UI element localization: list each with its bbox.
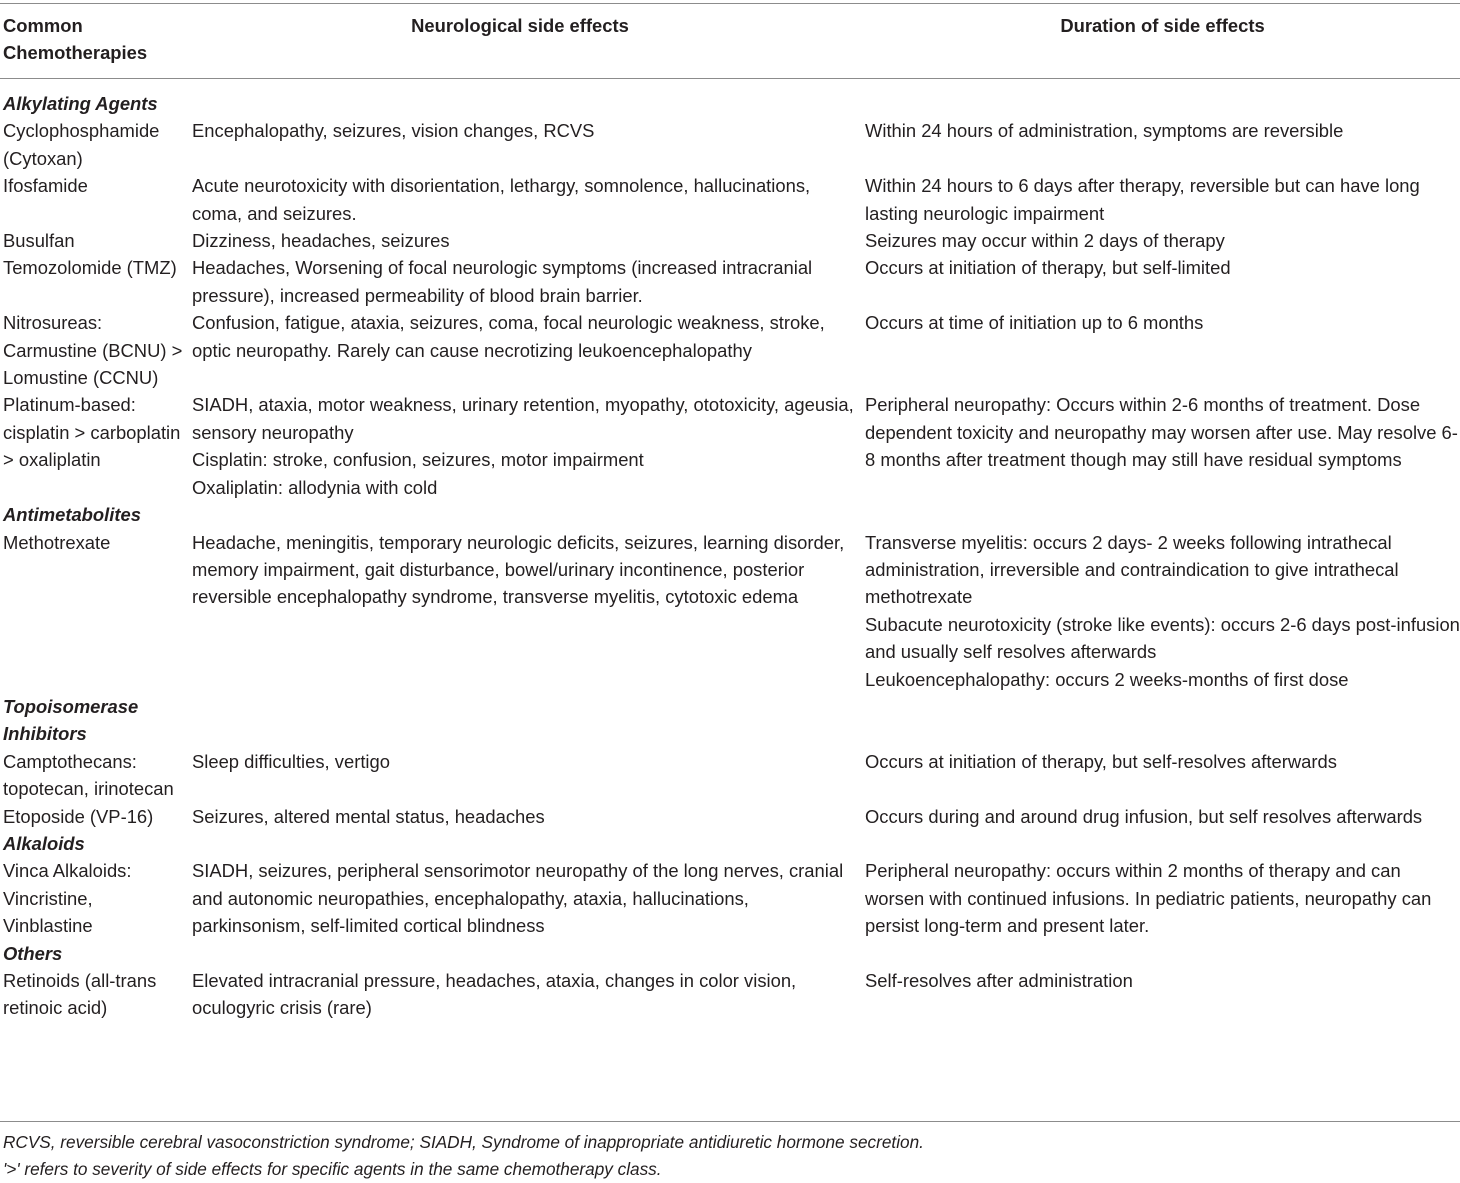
header-duration: Duration of side effects [1060, 15, 1265, 36]
cell-duration: Occurs at initiation of therapy, but self-resolves afterwards [865, 750, 1337, 772]
cell-duration: Within 24 hours of administration, symptoms are reversible [865, 120, 1344, 142]
table-row [0, 391, 1460, 501]
cell-agent: Camptothecans: topotecan, irinotecan [3, 750, 174, 800]
cell-duration: Occurs at initiation of therapy, but self-limited [865, 257, 1231, 279]
cell-effects: Acute neurotoxicity with disorientation, lethargy, somnolence, hallucinations, coma, and seizures. [192, 175, 811, 224]
section-heading: Topoisomerase Inhibitors [3, 695, 139, 745]
cell-agent: Busulfan [3, 230, 75, 252]
cell-effects: SIADH, seizures, peripheral sensorimotor neuropathy of the long nerves, cranial and autonomic neuropathies, encephalopathy, ataxia, hallucinations, parkinsonism, self-limited cortical blindness [192, 860, 844, 937]
header-agent: Common Chemotherapies [3, 15, 148, 64]
table-row [0, 748, 1460, 803]
section-heading: Antimetabolites [3, 504, 141, 526]
section-heading: Alkylating Agents [3, 93, 158, 114]
cell-effects: Elevated intracranial pressure, headaches, ataxia, changes in color vision, oculogyric crisis (rare) [192, 970, 797, 1019]
table-body [0, 90, 1460, 1022]
table-row [0, 309, 1460, 391]
cell-effects: Seizures, altered mental status, headaches [192, 805, 545, 827]
table-footer-rule [0, 1121, 1460, 1122]
cell-effects: Sleep difficulties, vertigo [192, 750, 390, 772]
cell-agent: Ifosfamide [3, 175, 88, 197]
cell-agent: Platinum-based: cisplatin > carboplatin > oxaliplatin [3, 394, 181, 471]
table-footnotes [3, 1129, 1453, 1183]
cell-duration: Seizures may occur within 2 days of therapy [865, 230, 1225, 252]
cell-effects: Headaches, Worsening of focal neurologic symptoms (increased intracranial pressure), increased permeability of blood brain barrier. [192, 257, 813, 306]
cell-agent: Nitrosureas: Carmustine (BCNU) > Lomustine (CCNU) [3, 312, 183, 389]
table-row [0, 803, 1460, 830]
cell-effects: SIADH, ataxia, motor weakness, urinary retention, myopathy, ototoxicity, ageusia, sensory neuropathy Cisplatin: stroke, confusion, seizures, motor impairment Oxaliplatin: allodynia with cold [192, 394, 854, 498]
section-heading: Others [3, 942, 63, 964]
footnote-severity: '>' refers to severity of side effects for specific agents in the same chemotherapy class. [3, 1159, 662, 1179]
cell-agent: Etoposide (VP-16) [3, 805, 154, 827]
cell-duration: Peripheral neuropathy: occurs within 2 months of therapy and can worsen with continued infusions. In pediatric patients, neuropathy can persist long-term and present later. [865, 860, 1432, 937]
cell-duration: Occurs at time of initiation up to 6 months [865, 312, 1204, 334]
cell-duration: Occurs during and around drug infusion, but self resolves afterwards [865, 805, 1423, 827]
table-top-rule [0, 3, 1460, 4]
cell-agent: Retinoids (all-trans retinoic acid) [3, 970, 157, 1019]
cell-duration: Within 24 hours to 6 days after therapy, reversible but can have long lasting neurologic impairment [865, 175, 1420, 224]
table-row [0, 117, 1460, 172]
cell-agent: Methotrexate [3, 531, 111, 553]
cell-agent: Vinca Alkaloids: Vincristine, Vinblastine [3, 860, 132, 937]
cell-effects: Dizziness, headaches, seizures [192, 230, 450, 252]
cell-duration: Transverse myelitis: occurs 2 days- 2 weeks following intrathecal administration, irreversible and contraindication to give intrathecal methotrexate Subacute neurotoxicity (stroke like events): occurs 2-6 days post-infusion and usually self resolves afterwards Leukoencephalopathy: occurs 2 weeks-months of first dose [865, 531, 1460, 690]
table-header-rule [0, 78, 1460, 79]
footnote-abbreviations: RCVS, reversible cerebral vasoconstriction syndrome; SIADH, Syndrome of inappropriate antidiuretic hormone secretion. [3, 1132, 924, 1152]
header-effects: Neurological side effects [411, 15, 629, 36]
table-row [0, 857, 1460, 939]
cell-effects: Confusion, fatigue, ataxia, seizures, coma, focal neurologic weakness, stroke, optic neuropathy. Rarely can cause necrotizing leukoencephalopathy [192, 312, 825, 361]
cell-agent: Cyclophosphamide (Cytoxan) [3, 120, 160, 169]
cell-effects: Encephalopathy, seizures, vision changes, RCVS [192, 120, 595, 142]
table-row [0, 967, 1460, 1022]
cell-duration: Self-resolves after administration [865, 970, 1133, 991]
section-heading: Alkaloids [3, 832, 85, 854]
table-row [0, 172, 1460, 227]
cell-effects: Headache, meningitis, temporary neurologic deficits, seizures, learning disorder, memory impairment, gait disturbance, bowel/urinary incontinence, posterior reversible encephalopathy syndrome, transverse myelitis, cytotoxic edema [192, 531, 845, 608]
table-row [0, 529, 1460, 693]
cell-agent: Temozolomide (TMZ) [3, 257, 177, 279]
table-row [0, 254, 1460, 309]
cell-duration: Peripheral neuropathy: Occurs within 2-6 months of treatment. Dose dependent toxicity and neuropathy may worsen after use. May resolve 6-8 months after treatment though may still have residual symptoms [865, 394, 1458, 471]
table-row [0, 227, 1460, 254]
